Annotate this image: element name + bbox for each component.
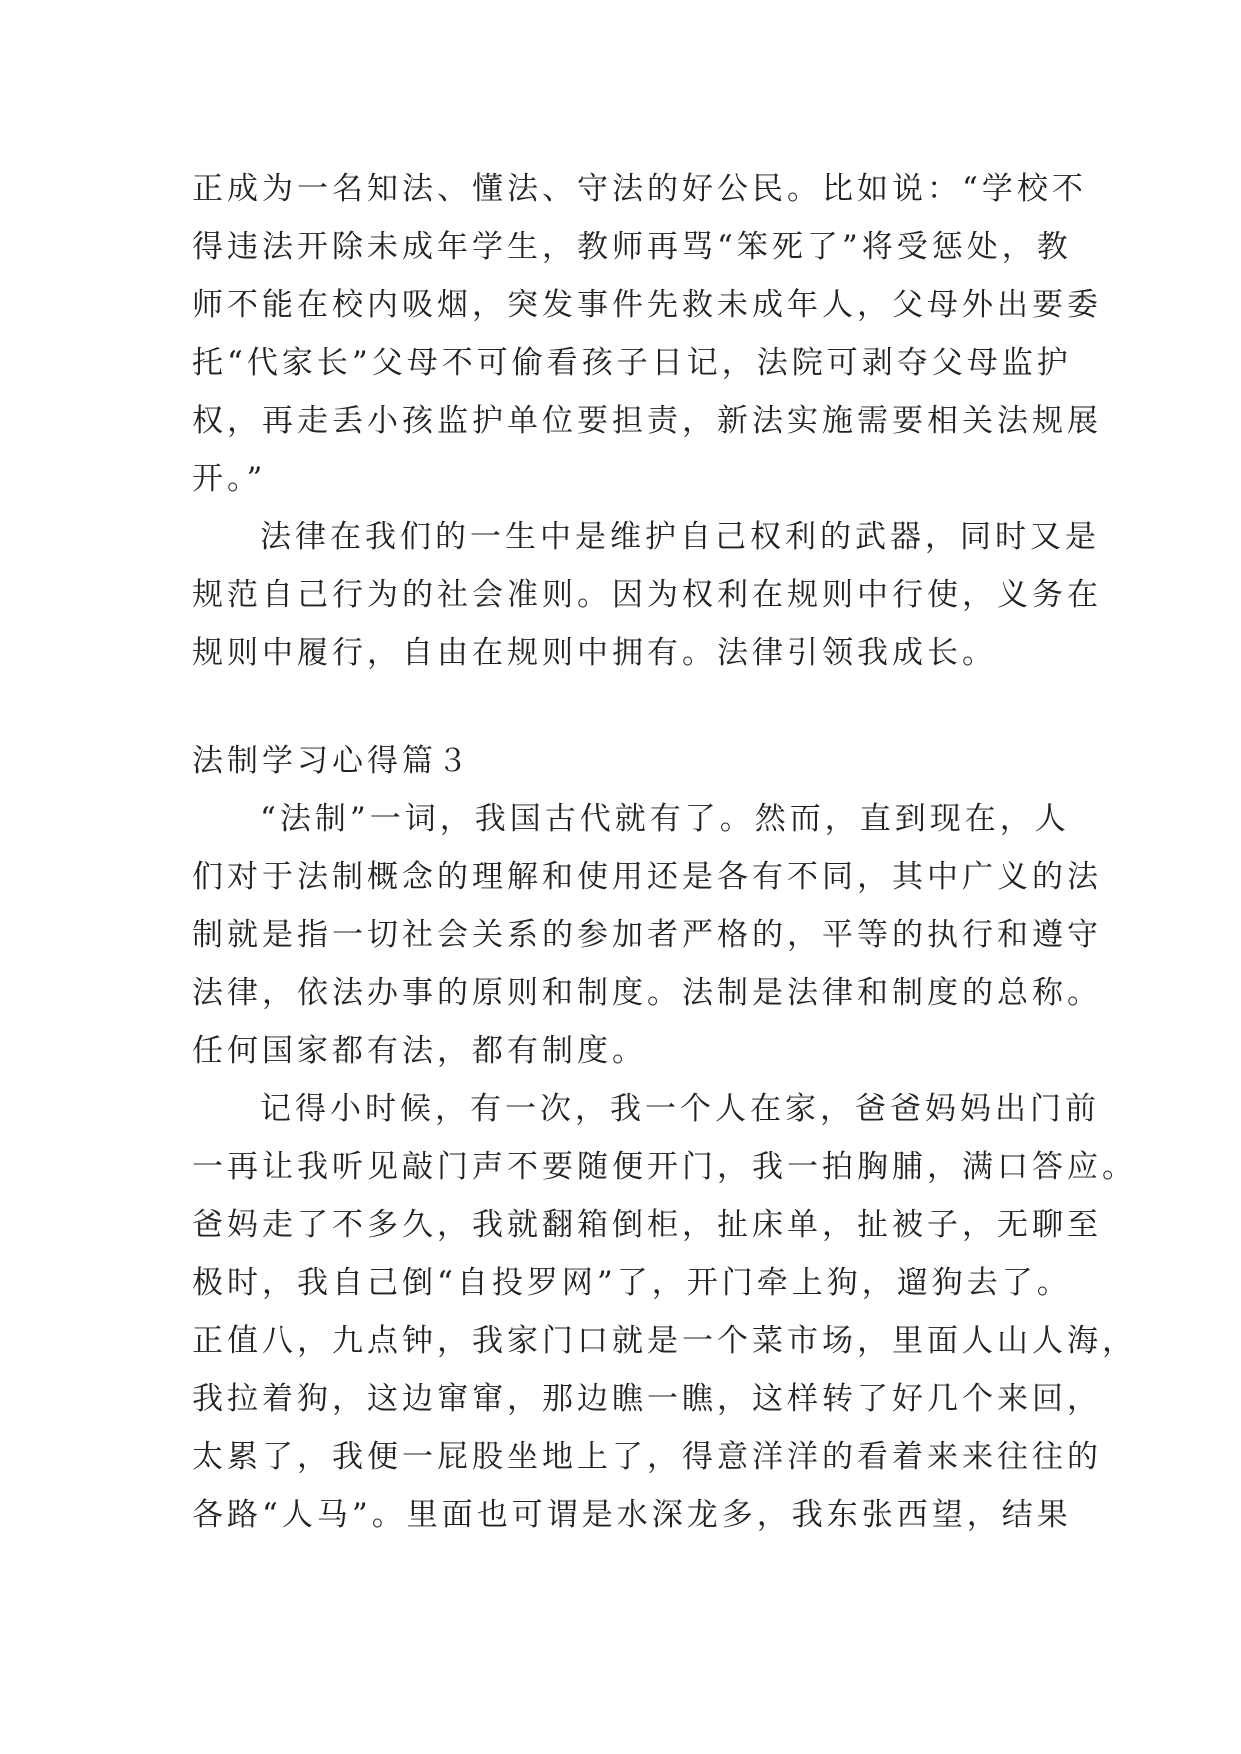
body-line: 规则中履行，自由在规则中拥有。法律引领我成长。 <box>192 635 997 671</box>
body-line: 得违法开除未成年学生，教师再骂“笨死了”将受惩处，教 <box>192 229 1072 265</box>
paragraph-first-line: 记得小时候，有一次，我一个人在家，爸爸妈妈出门前 <box>260 1091 1100 1127</box>
body-line: 法律，依法办事的原则和制度。法制是法律和制度的总称。 <box>192 975 1102 1011</box>
body-line: 极时，我自己倒“自投罗网”了，开门牵上狗，遛狗去了。 <box>192 1265 1072 1301</box>
section-heading: 法制学习心得篇３ <box>192 743 472 779</box>
body-line: 师不能在校内吸烟，突发事件先救未成年人，父母外出要委 <box>192 287 1102 323</box>
body-line: 各路“人马”。里面也可谓是水深龙多，我东张西望，结果 <box>192 1497 1072 1533</box>
body-line: 我拉着狗，这边窜窜，那边瞧一瞧，这样转了好几个来回， <box>192 1381 1102 1417</box>
paragraph-first-line: “法制”一词，我国古代就有了。然而，直到现在，人 <box>260 801 1070 837</box>
body-line: 太累了，我便一屁股坐地上了，得意洋洋的看着来来往往的 <box>192 1439 1102 1475</box>
body-line: 任何国家都有法，都有制度。 <box>192 1033 647 1069</box>
body-line: 正值八，九点钟，我家门口就是一个菜市场，里面人山人海， <box>192 1323 1137 1359</box>
document-body <box>192 160 1137 1544</box>
body-line: 一再让我听见敲门声不要随便开门，我一拍胸脯，满口答应。 <box>192 1149 1137 1185</box>
body-line: 托“代家长”父母不可偷看孩子日记，法院可剥夺父母监护 <box>192 345 1072 381</box>
body-line: 权，再走丢小孩监护单位要担责，新法实施需要相关法规展 <box>192 403 1102 439</box>
body-line: 制就是指一切社会关系的参加者严格的，平等的执行和遵守 <box>192 917 1102 953</box>
body-line: 爸妈走了不多久，我就翻箱倒柜，扯床单，扯被子，无聊至 <box>192 1207 1102 1243</box>
paragraph-first-line: 法律在我们的一生中是维护自己权利的武器，同时又是 <box>260 519 1100 555</box>
body-line: 规范自己行为的社会准则。因为权利在规则中行使，义务在 <box>192 577 1102 613</box>
body-line: 们对于法制概念的理解和使用还是各有不同，其中广义的法 <box>192 859 1102 895</box>
body-line: 开。” <box>192 461 267 497</box>
body-line: 正成为一名知法、懂法、守法的好公民。比如说：“学校不 <box>192 171 1087 207</box>
